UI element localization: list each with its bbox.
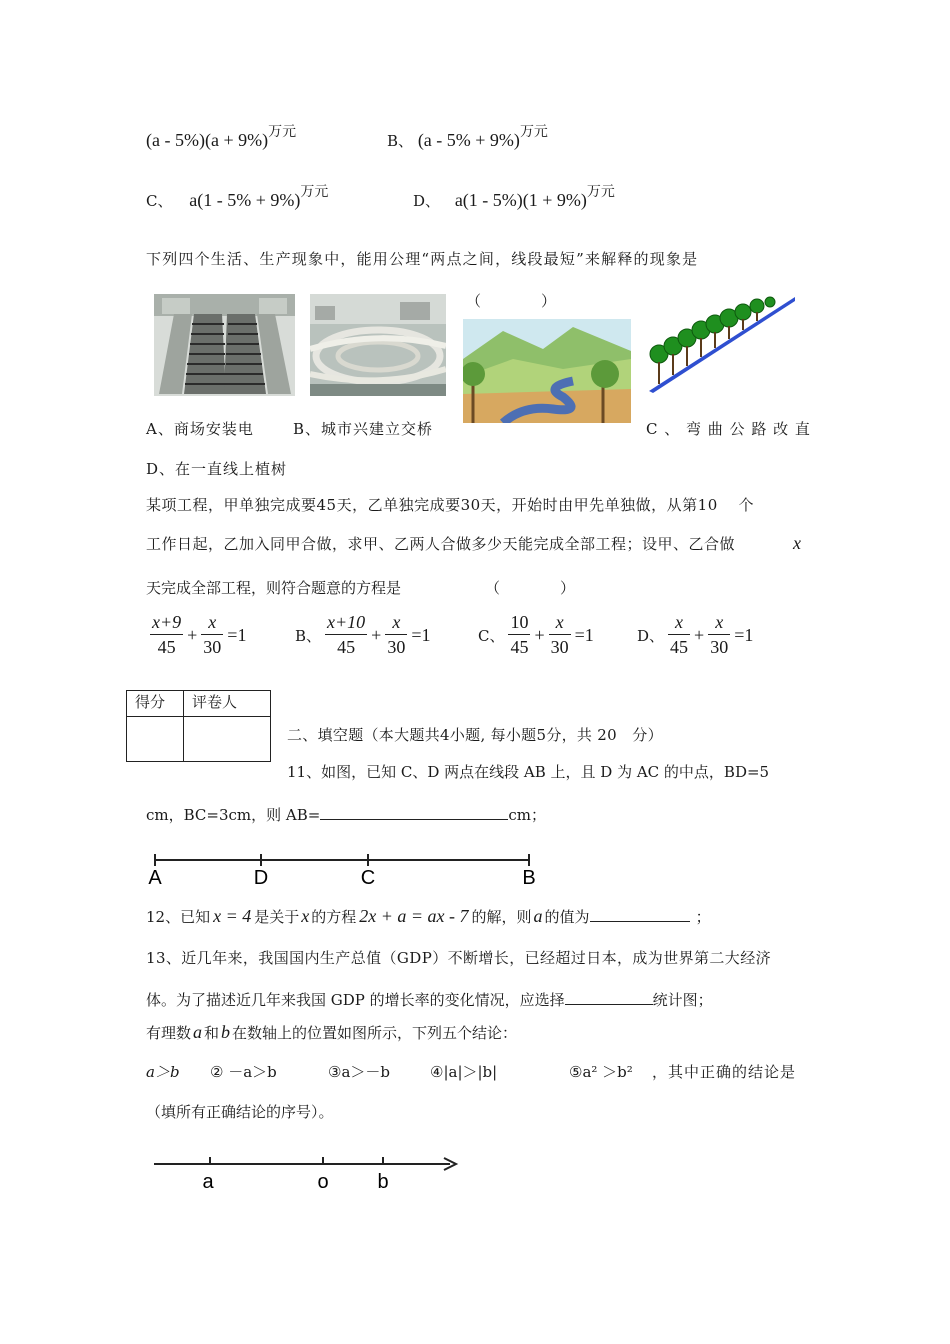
conclusion-5: ⑤a² ＞b² (569, 1063, 633, 1081)
question-11-line2 (146, 804, 546, 825)
option-c-label: C、 (146, 192, 173, 210)
question-14-text: 有理数 (146, 1024, 192, 1042)
option-a-expr: (a - 5%)(a + 9%) (146, 130, 269, 150)
conclusion-tail: ，其中正确的结论是 (652, 1063, 797, 1081)
option-d-unit: 万元 (586, 184, 615, 200)
question-13-line1: 13、近几年来，我国国内生产总值（GDP）不断增长，已经超过日本，成为世界第二大经济 (146, 949, 771, 967)
variable-x: x (301, 906, 310, 926)
score-table (126, 690, 271, 762)
denominator: 30 (710, 637, 729, 657)
option-a-unit: 万元 (268, 124, 297, 140)
denominator: 45 (670, 637, 689, 657)
work-option-d-label: D、 (637, 626, 665, 645)
conclusion-4: ④|a|＞|b| (430, 1063, 498, 1081)
fraction (549, 612, 571, 658)
variable-a: a (533, 906, 543, 926)
option-d-expr: a(1 - 5%)(1 + 9%) (454, 190, 587, 210)
question-work-line3: 天完成全部工程，则符合题意的方程是 (146, 579, 402, 597)
option-b-unit: 万元 (519, 124, 548, 140)
option-c-unit: 万元 (300, 184, 329, 200)
question-12-text: 的值为 (544, 908, 590, 926)
numerator: x (549, 612, 571, 635)
score-cell[interactable] (127, 717, 184, 762)
option-b-money (387, 124, 548, 151)
question-12-text: 的解，则 (471, 908, 532, 926)
option-c-expr: a(1 - 5% + 9%) (189, 190, 301, 210)
equals-one: =1 (227, 624, 247, 645)
question-11-line1: 11、如图，已知 C、D 两点在线段 AB 上，且 D 为 AC 的中点，BD=5 (287, 763, 770, 781)
work-option-b-label: B、 (295, 626, 322, 645)
label-b: b (377, 1171, 389, 1193)
equals-one: =1 (734, 624, 754, 645)
label-point-b: B (522, 867, 536, 889)
trees-in-line-image (645, 294, 795, 395)
denominator: 45 (510, 637, 529, 657)
question-13-text: 统计图； (652, 991, 713, 1009)
denominator: 30 (387, 637, 406, 657)
fraction (508, 612, 530, 658)
question-14-line1 (146, 1022, 517, 1043)
work-option-d (637, 612, 753, 658)
denominator: 45 (337, 637, 356, 657)
question-14-line3: （填所有正确结论的序号）。 (146, 1103, 334, 1121)
plus-sign: + (534, 624, 545, 645)
question-12-text: 的方程 (311, 908, 357, 926)
question-work-line1: 某项工程，甲单独完成要45天，乙单独完成要30天，开始时由甲先单独做，从第10 个 (146, 496, 755, 514)
option-a-money (146, 124, 297, 151)
plus-sign: + (187, 624, 198, 645)
answer-blank-11[interactable] (320, 805, 508, 820)
fraction (708, 612, 730, 658)
variable-a: a (193, 1022, 203, 1042)
question-14-text: 和 (204, 1024, 220, 1042)
fraction (150, 612, 183, 658)
equation-x-equals-4: x = 4 (213, 906, 252, 926)
question-12-text: 12、已知 (146, 908, 211, 926)
numerator: 10 (508, 612, 530, 635)
grader-header: 评卷人 (184, 691, 271, 717)
question-11-text: cm，BC=3cm，则 AB= (146, 806, 321, 824)
question-12 (146, 906, 711, 927)
denominator: 30 (203, 637, 222, 657)
numerator: x (385, 612, 407, 635)
label-point-a: A (148, 867, 162, 889)
label-o: o (317, 1171, 329, 1193)
question-work-line2: 工作日起，乙加入同甲合做，求甲、乙两人合做多少天能完成全部工程；设甲、乙合做 (146, 535, 736, 553)
numerator: x (708, 612, 730, 635)
plus-sign: + (694, 624, 705, 645)
question-13-text: 体。为了描述近几年来我国 GDP 的增长率的变化情况，应选择 (146, 991, 565, 1009)
conclusion-2: ② －a＞b (210, 1063, 277, 1081)
numerator: x+10 (325, 612, 367, 635)
section-2-heading: 二、填空题（本大题共4小题, 每小题5分，共 20 分） (287, 726, 663, 744)
label-point-c: C (360, 867, 376, 889)
numerator: x (201, 612, 223, 635)
work-option-c-label: C、 (478, 626, 505, 645)
label-a: a (202, 1171, 214, 1193)
escalator-image (154, 294, 295, 396)
conclusion-1: a＞b (146, 1063, 180, 1081)
option-d-money (413, 184, 615, 211)
fraction (385, 612, 407, 658)
question-12-text: 是关于 (254, 908, 300, 926)
answer-blank-13[interactable] (565, 990, 653, 1005)
option-c-line: C 、 弯 曲 公 路 改 直 (646, 420, 811, 438)
option-b-label: B、 (387, 132, 414, 150)
question-line-paren: （ ） (466, 292, 557, 310)
numerator: x+9 (150, 612, 183, 635)
option-d-line: D、在一直线上植树 (146, 460, 288, 478)
work-option-b (295, 612, 430, 658)
question-work-var-x: x (793, 533, 801, 553)
question-12-end: ； (695, 908, 711, 926)
fraction (201, 612, 223, 658)
interchange-image (310, 294, 446, 396)
variable-b: b (221, 1022, 231, 1042)
score-header: 得分 (127, 691, 184, 717)
grader-cell[interactable] (184, 717, 271, 762)
option-b-expr: (a - 5% + 9%) (417, 130, 520, 150)
answer-blank-12[interactable] (590, 907, 690, 922)
equals-one: =1 (574, 624, 594, 645)
number-line (150, 1152, 470, 1194)
conclusion-3: ③a＞－b (328, 1063, 390, 1081)
question-work-paren: （ ） (485, 579, 576, 597)
fraction (325, 612, 367, 658)
label-point-d: D (253, 867, 269, 889)
denominator: 45 (157, 637, 176, 657)
option-b-line: B、城市兴建立交桥 (293, 420, 434, 438)
segment-diagram (140, 850, 550, 892)
fraction (668, 612, 690, 658)
question-11-unit: cm； (508, 806, 546, 824)
denominator: 30 (550, 637, 569, 657)
curved-road-image (463, 319, 631, 423)
question-14-text: 在数轴上的位置如图所示，下列五个结论： (232, 1024, 518, 1042)
option-a-line: A、商场安装电 (146, 420, 254, 438)
option-c-money (146, 184, 329, 211)
question-13-line2 (146, 989, 713, 1010)
numerator: x (668, 612, 690, 635)
work-option-c (478, 612, 594, 658)
plus-sign: + (371, 624, 382, 645)
work-option-a (146, 612, 246, 658)
equals-one: =1 (411, 624, 431, 645)
equation-main: 2x + a = ax - 7 (359, 906, 469, 926)
option-d-label: D、 (413, 192, 441, 210)
question-line-stem: 下列四个生活、生产现象中，能用公理“两点之间，线段最短”来解释的现象是 (146, 250, 699, 268)
